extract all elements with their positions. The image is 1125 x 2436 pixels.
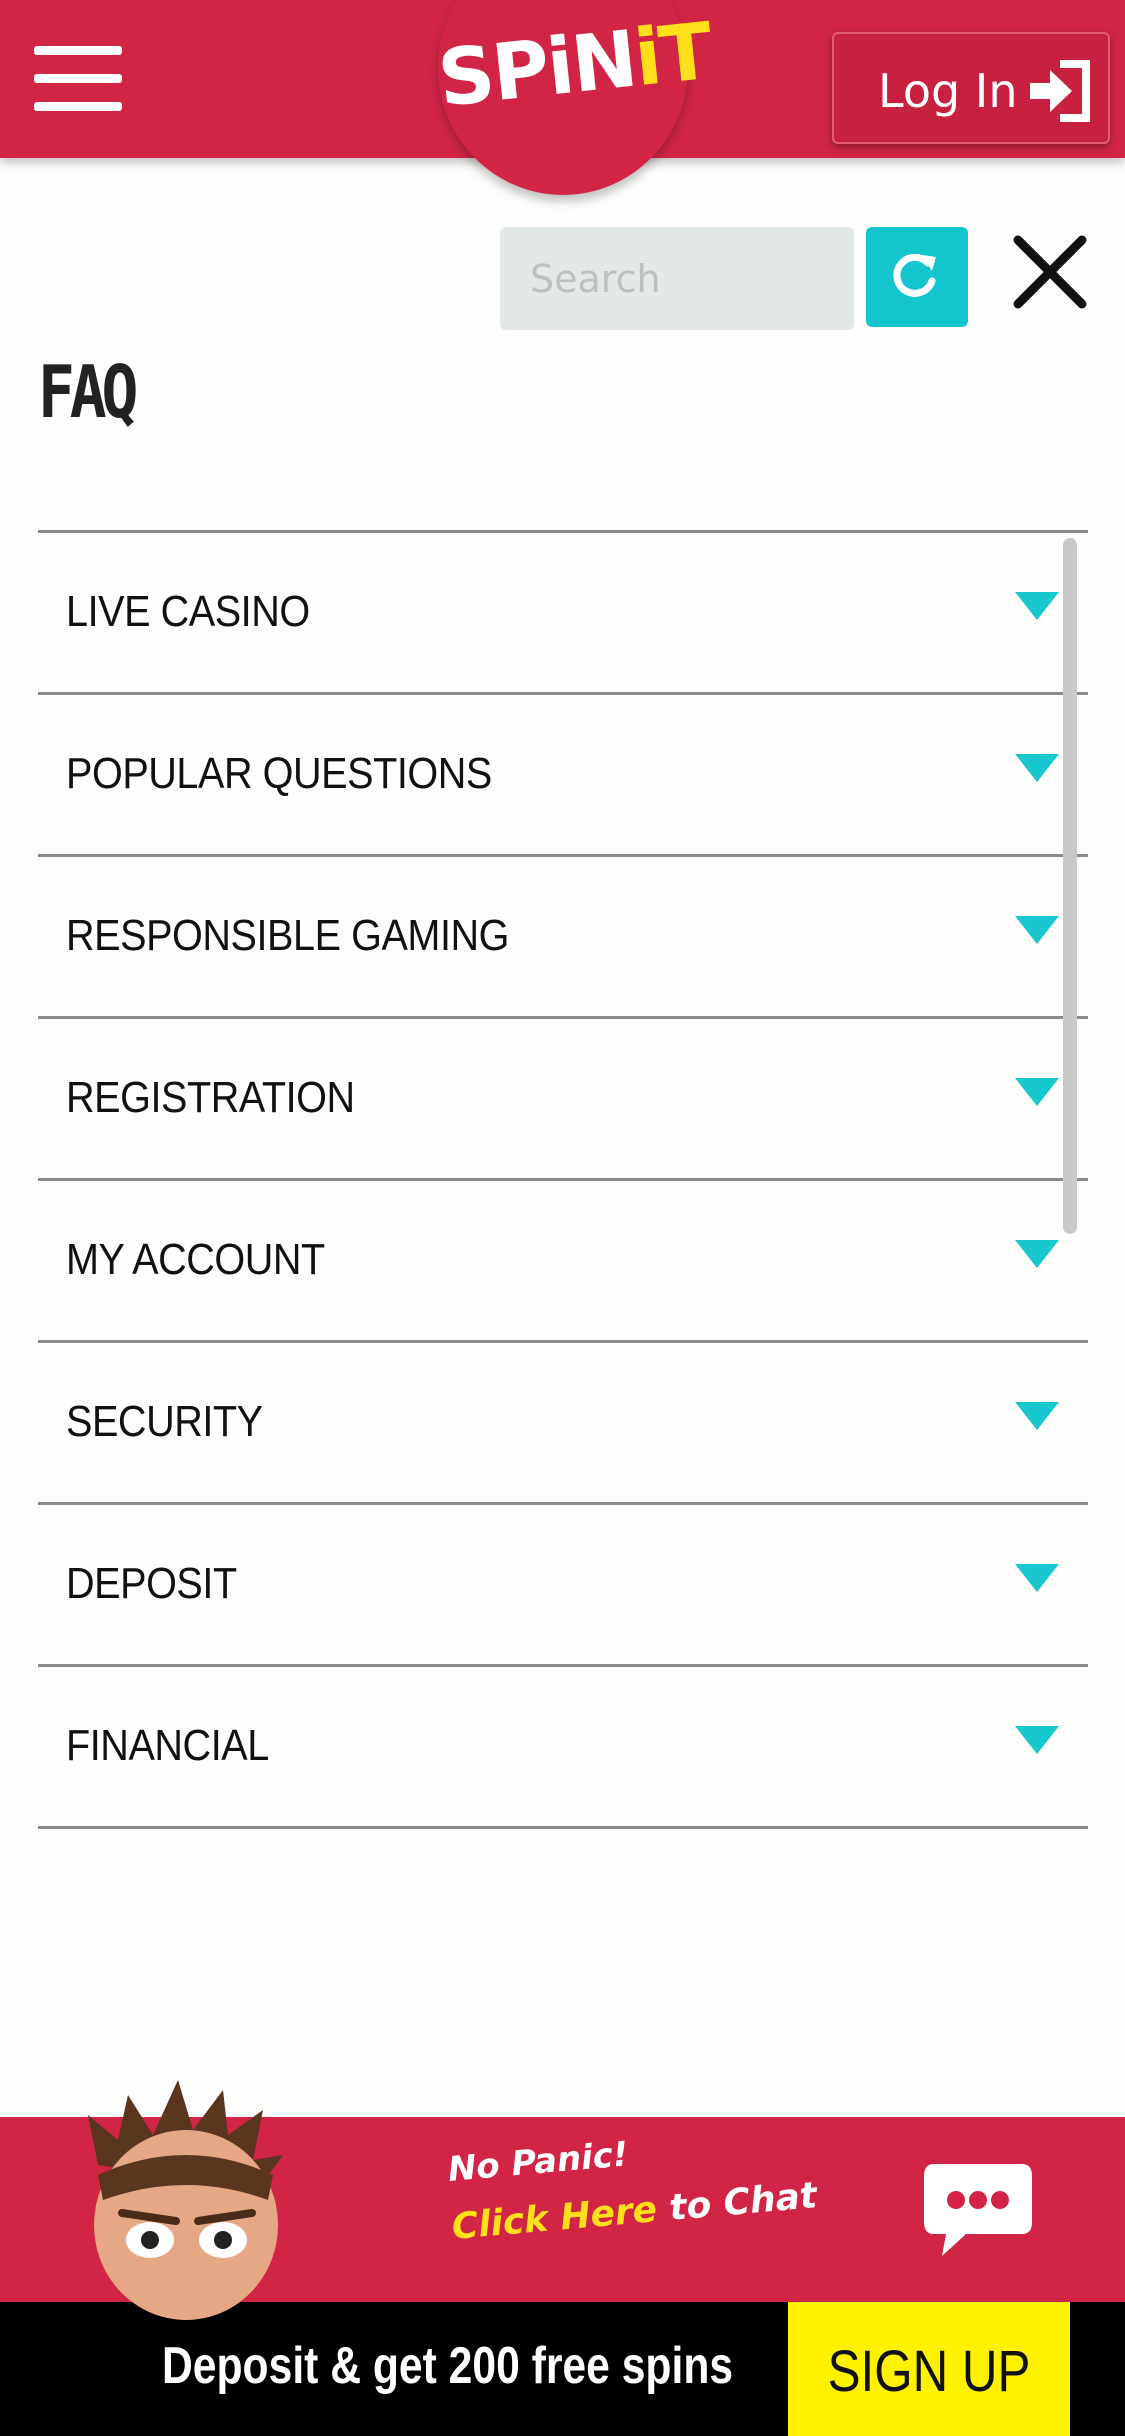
faq-item-registration[interactable]	[38, 1019, 1088, 1181]
faq-item-live-casino[interactable]	[38, 533, 1088, 695]
faq-list	[38, 530, 1088, 1770]
chevron-down-icon	[1015, 916, 1059, 944]
promo-text: Deposit & get 200 free spins	[162, 2337, 734, 2395]
chevron-down-icon	[1015, 592, 1059, 620]
mascot-face-image	[58, 2075, 318, 2302]
chevron-down-icon	[1015, 1564, 1059, 1592]
faq-item-my-account[interactable]	[38, 1181, 1088, 1343]
chevron-down-icon	[1015, 1402, 1059, 1430]
logo-text-part1: SPiN	[433, 14, 640, 125]
chat-icon[interactable]	[922, 2160, 1034, 2260]
page-title: FAQ	[38, 350, 134, 434]
faq-item-label: DEPOSIT	[66, 1559, 237, 1608]
chevron-down-icon	[1015, 754, 1059, 782]
faq-item-responsible-gaming[interactable]	[38, 857, 1088, 1019]
logo-text-part2: iT	[630, 6, 716, 105]
refresh-icon	[866, 227, 968, 327]
signup-label: SIGN UP	[827, 2339, 1031, 2404]
faq-item-financial[interactable]	[38, 1667, 1088, 1829]
login-label: Log In	[878, 64, 1018, 118]
menu-icon[interactable]	[34, 46, 124, 112]
close-icon[interactable]	[1010, 232, 1090, 312]
faq-scrollbar[interactable]	[1063, 538, 1077, 1234]
faq-item-label: MY ACCOUNT	[66, 1235, 325, 1284]
faq-item-label: LIVE CASINO	[66, 587, 310, 636]
faq-item-label: REGISTRATION	[66, 1073, 355, 1122]
faq-item-label: RESPONSIBLE GAMING	[66, 911, 510, 960]
faq-item-popular-questions[interactable]	[38, 695, 1088, 857]
search-input[interactable]	[500, 227, 854, 330]
chevron-down-icon	[1015, 1078, 1059, 1106]
chat-cta-suffix: to Chat	[667, 2175, 819, 2229]
faq-item-label: FINANCIAL	[66, 1721, 269, 1770]
refresh-button[interactable]	[866, 227, 968, 327]
faq-item-deposit[interactable]	[38, 1505, 1088, 1667]
chat-cta-link[interactable]: Click Here	[450, 2189, 659, 2248]
login-button[interactable]	[832, 32, 1110, 144]
faq-item-label: POPULAR QUESTIONS	[66, 749, 492, 798]
chevron-down-icon	[1015, 1240, 1059, 1268]
brand-logo[interactable]	[433, 0, 716, 195]
login-icon	[1026, 56, 1096, 126]
faq-item-security[interactable]	[38, 1343, 1088, 1505]
chat-headline: No Panic!	[446, 2134, 630, 2190]
faq-item-label: SECURITY	[66, 1397, 263, 1446]
chevron-down-icon	[1015, 1726, 1059, 1754]
bottom-promo-bar	[0, 2302, 1125, 2436]
signup-button[interactable]	[788, 2302, 1070, 2436]
